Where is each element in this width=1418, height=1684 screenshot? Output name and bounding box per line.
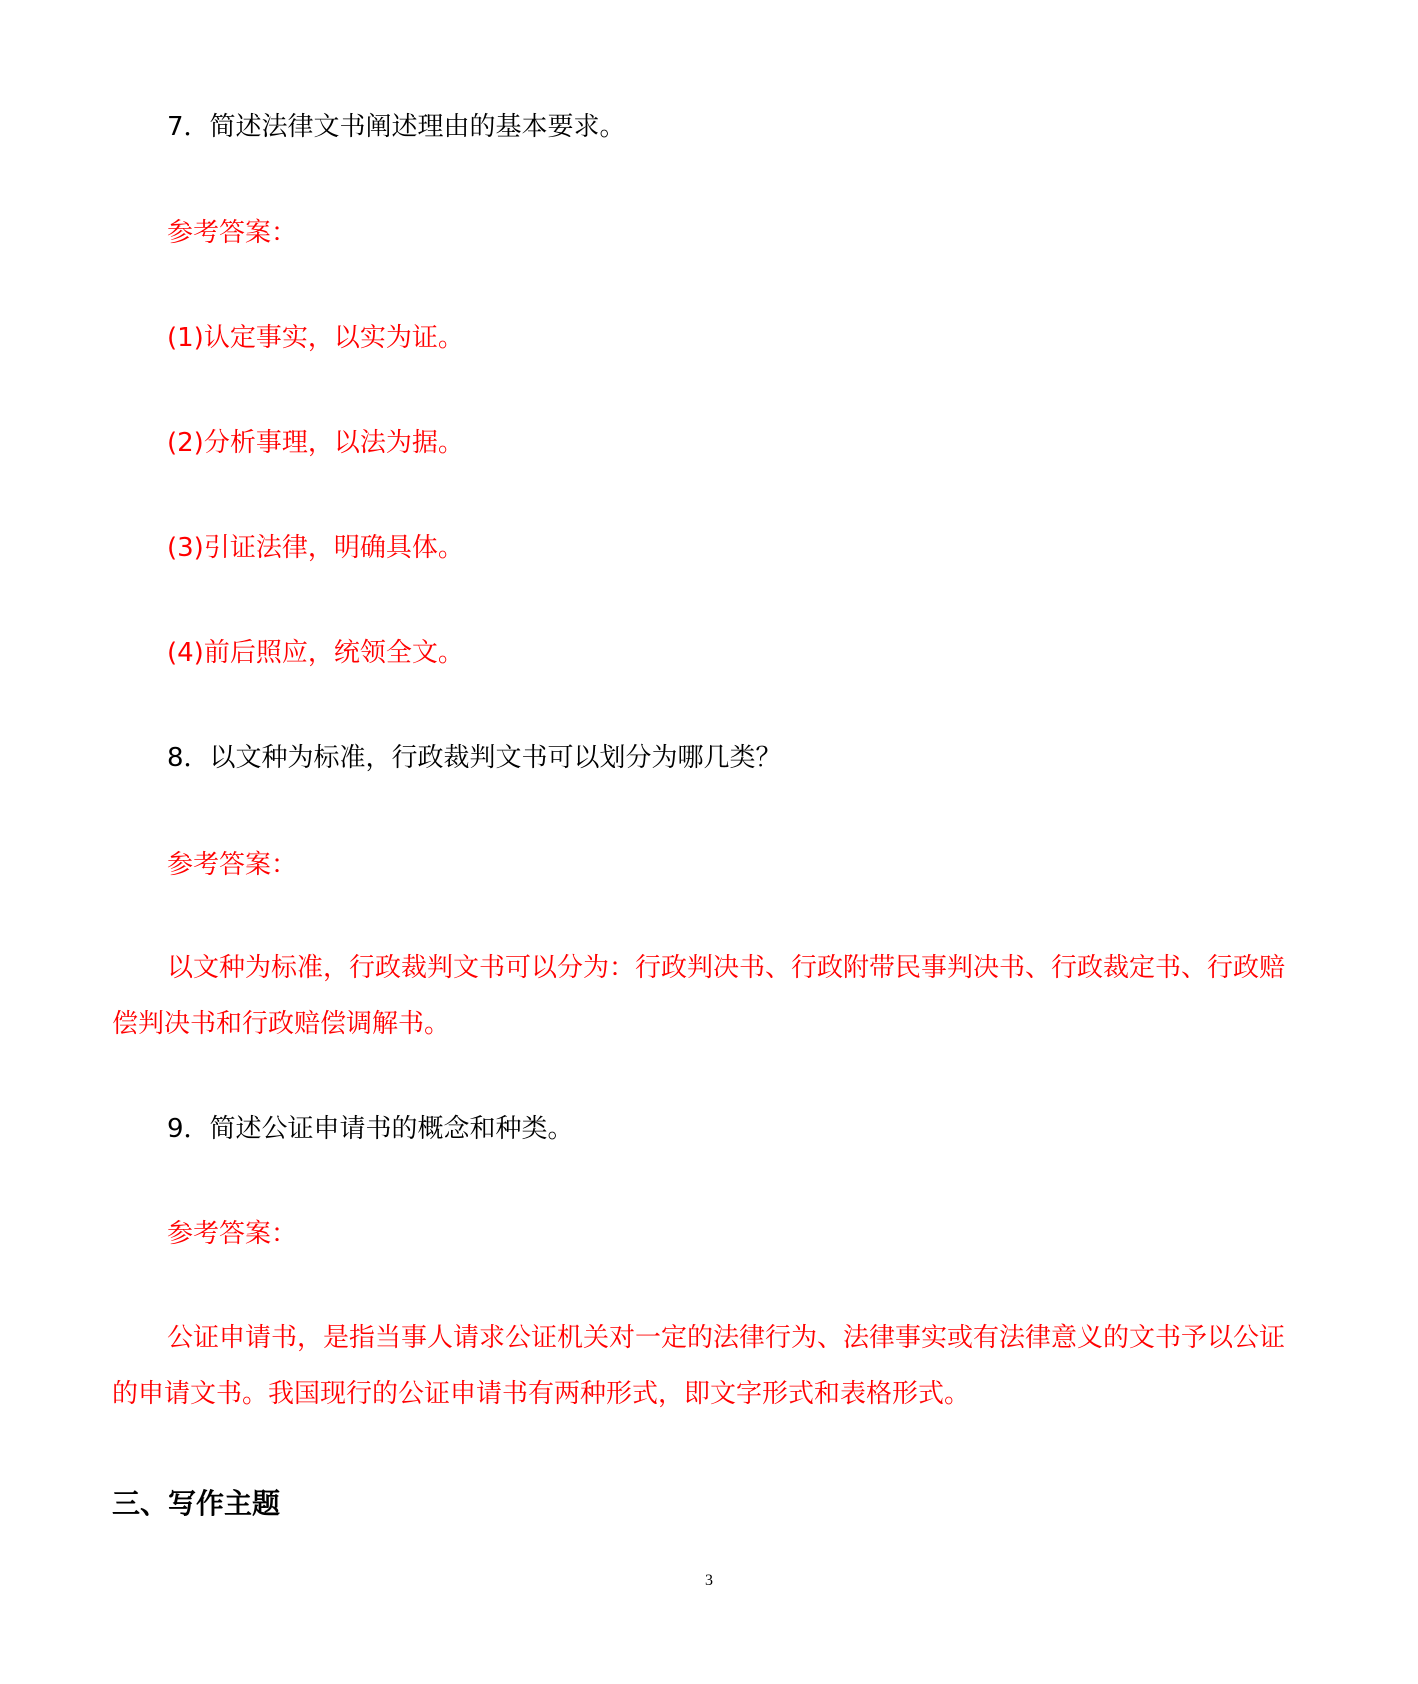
section-heading: 三、写作主题 xyxy=(112,1487,281,1520)
answer-8-paragraph: 以文种为标准，行政裁判文书可以分为：行政判决书、行政附带民事判决书、行政裁定书、行政赔偿判决书和行政赔偿调解书。 xyxy=(112,953,1286,1039)
page-number: 3 xyxy=(705,1572,713,1589)
answer-label-8: 参考答案： xyxy=(167,850,298,880)
answer-7-item-2: (2)分析事理，以法为据。 xyxy=(167,428,464,458)
answer-7-item-3: (3)引证法律，明确具体。 xyxy=(167,533,464,563)
answer-7-item-1: (1)认定事实，以实为证。 xyxy=(167,323,464,353)
question-9: 9．简述公证申请书的概念和种类。 xyxy=(167,1114,574,1144)
answer-7-item-4: (4)前后照应，统领全文。 xyxy=(167,638,464,668)
answer-9-paragraph: 公证申请书，是指当事人请求公证机关对一定的法律行为、法律事实或有法律意义的文书予以公证的申请文书。我国现行的公证申请书有两种形式，即文字形式和表格形式。 xyxy=(112,1323,1286,1409)
answer-label-7: 参考答案： xyxy=(167,218,298,248)
question-7: 7．简述法律文书阐述理由的基本要求。 xyxy=(167,112,626,142)
answer-label-9: 参考答案： xyxy=(167,1219,298,1249)
question-8: 8．以文种为标准，行政裁判文书可以划分为哪几类？ xyxy=(167,743,782,773)
